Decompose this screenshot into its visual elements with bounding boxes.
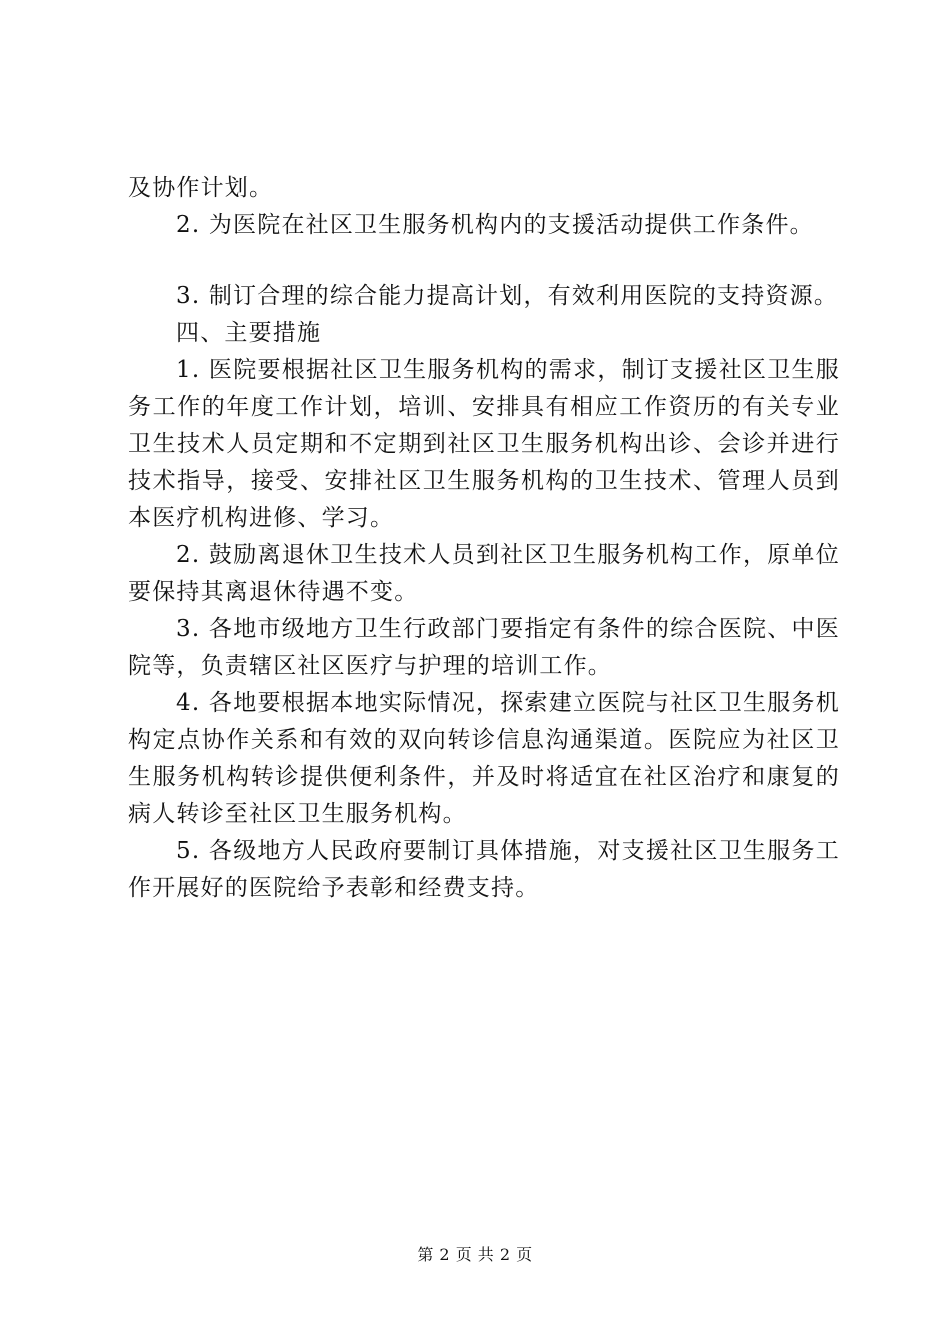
measure-item-2: 2. 鼓励离退休卫生技术人员到社区卫生服务机构工作，原单位要保持其离退休待遇不变。: [128, 542, 840, 605]
paragraph-item-3: 3. 制订合理的综合能力提高计划，有效利用医院的支持资源。: [176, 283, 839, 309]
section-heading-measures: 四、主要措施: [176, 320, 322, 346]
paragraph-continuation: 及协作计划。: [128, 175, 274, 201]
measure-item-1: 1. 医院要根据社区卫生服务机构的需求，制订支援社区卫生服务工作的年度工作计划，培训、安排具有相应工作资历的有关专业卫生技术人员定期和不定期到社区卫生服务机构出诊、会诊并进行技术指导，接受、安排社区卫生服务机构的卫生技术、管理人员到本医疗机构进修、学习。: [128, 357, 840, 531]
measure-item-4: 4. 各地要根据本地实际情况，探索建立医院与社区卫生服务机构定点协作关系和有效的双向转诊信息沟通渠道。医院应为社区卫生服务机构转诊提供便利条件，并及时将适宜在社区治疗和康复的病人转诊至社区卫生服务机构。: [128, 690, 840, 827]
measure-item-3: 3. 各地市级地方卫生行政部门要指定有条件的综合医院、中医院等，负责辖区社区医疗与护理的培训工作。: [128, 616, 840, 679]
page-footer: 第 2 页 共 2 页: [417, 1245, 533, 1264]
paragraph-gap: [128, 244, 840, 278]
measure-item-5: 5. 各级地方人民政府要制订具体措施，对支援社区卫生服务工作开展好的医院给予表彰和经费支持。: [128, 838, 840, 901]
document-body: [128, 170, 840, 907]
paragraph-item-2: 2. 为医院在社区卫生服务机构内的支援活动提供工作条件。: [176, 212, 814, 238]
